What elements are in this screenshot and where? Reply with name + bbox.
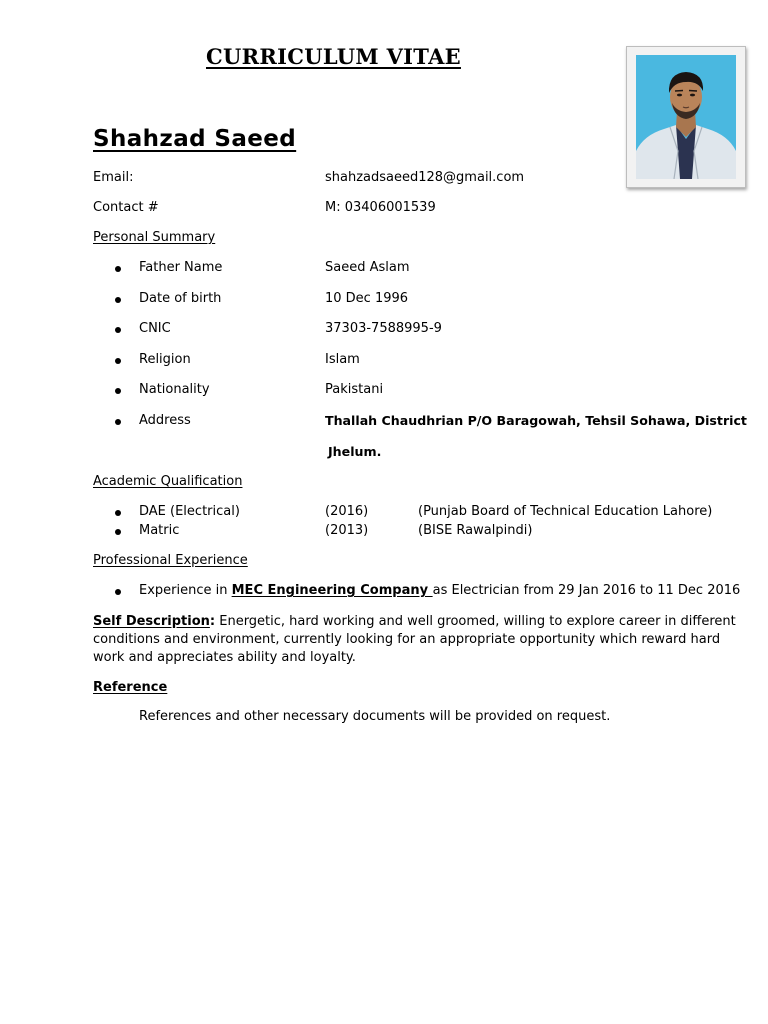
reference-heading: Reference bbox=[93, 680, 168, 695]
experience-prefix: Experience in bbox=[139, 583, 232, 598]
candidate-name: Shahzad Saeed bbox=[93, 126, 297, 152]
date-of-birth-label: Date of birth bbox=[139, 291, 222, 306]
bullet-icon bbox=[115, 589, 121, 595]
bullet-icon bbox=[115, 419, 121, 425]
person-portrait-illustration bbox=[636, 55, 736, 179]
document-title: CURRICULUM VITAE bbox=[206, 44, 461, 69]
email-label: Email: bbox=[93, 170, 134, 185]
cnic-value: 37303-7588995-9 bbox=[325, 321, 442, 336]
personal-summary-heading: Personal Summary bbox=[93, 230, 216, 245]
bullet-icon bbox=[115, 388, 121, 394]
contact-value: M: 03406001539 bbox=[325, 200, 436, 215]
address-label: Address bbox=[139, 413, 191, 428]
nationality-label: Nationality bbox=[139, 382, 210, 397]
religion-label: Religion bbox=[139, 352, 191, 367]
date-of-birth-value: 10 Dec 1996 bbox=[325, 291, 409, 306]
father-name-label: Father Name bbox=[139, 260, 223, 275]
bullet-icon bbox=[115, 358, 121, 364]
address-value: Thallah Chaudhrian P/O Baragowah, Tehsil Sohawa, District bbox=[325, 413, 747, 428]
email-value: shahzadsaeed128@gmail.com bbox=[325, 170, 525, 185]
experience-suffix: as Electrician from 29 Jan 2016 to 11 Dec 2016 bbox=[432, 583, 741, 598]
self-description-label: Self Description bbox=[93, 614, 210, 629]
address-value-line2: Jhelum. bbox=[328, 444, 382, 459]
degree-matric-year: (2013) bbox=[325, 523, 369, 538]
academic-qualification-heading: Academic Qualification bbox=[93, 474, 243, 489]
experience-company: MEC Engineering Company bbox=[231, 583, 433, 598]
father-name-value: Saeed Aslam bbox=[325, 260, 410, 275]
cnic-label: CNIC bbox=[139, 321, 171, 336]
profile-photo bbox=[626, 46, 746, 188]
degree-dae: DAE (Electrical) bbox=[139, 504, 240, 519]
experience-entry bbox=[139, 583, 740, 598]
bullet-icon bbox=[115, 327, 121, 333]
degree-matric-board: (BISE Rawalpindi) bbox=[418, 523, 533, 538]
bullet-icon bbox=[115, 297, 121, 303]
self-description-text: Energetic, hard working and well groomed, willing to explore career in different conditions and environment, currently looking for an appropriate opportunity which reward hard work and appreciates ability and loyalty. bbox=[93, 614, 736, 665]
bullet-icon bbox=[115, 266, 121, 272]
degree-matric: Matric bbox=[139, 523, 180, 538]
bullet-icon bbox=[115, 510, 121, 516]
bullet-icon bbox=[115, 529, 121, 535]
reference-text: References and other necessary documents will be provided on request. bbox=[139, 709, 611, 724]
profile-photo-image bbox=[636, 55, 736, 179]
contact-label: Contact # bbox=[93, 200, 159, 215]
self-description-paragraph bbox=[93, 613, 743, 667]
degree-dae-year: (2016) bbox=[325, 504, 369, 519]
degree-dae-board: (Punjab Board of Technical Education Lahore) bbox=[418, 504, 713, 519]
nationality-value: Pakistani bbox=[325, 382, 384, 397]
self-description-colon: : bbox=[209, 614, 216, 629]
professional-experience-heading: Professional Experience bbox=[93, 553, 248, 568]
religion-value: Islam bbox=[325, 352, 360, 367]
